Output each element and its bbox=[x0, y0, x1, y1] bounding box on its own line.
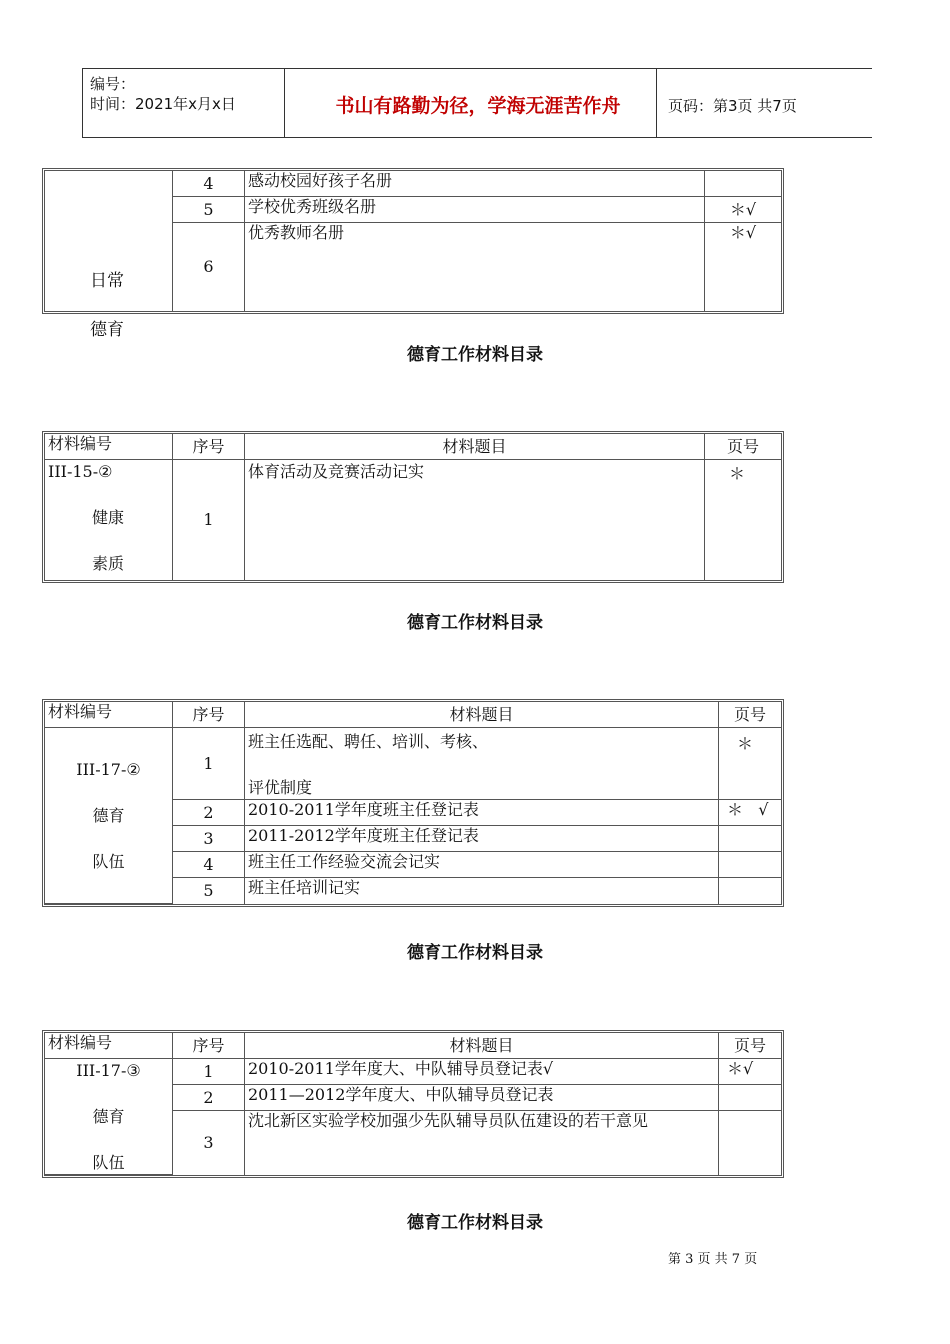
category-label: 德育 bbox=[92, 805, 125, 825]
title-line: 班主任选配、聘任、培训、考核、 bbox=[248, 732, 489, 751]
seq-cell: 5 bbox=[173, 878, 245, 904]
title-cell: 感动校园好孩子名册 bbox=[245, 171, 705, 197]
page-cell bbox=[719, 1111, 781, 1175]
title-cell: 班主任工作经验交流会记实 bbox=[245, 852, 719, 878]
category-label: 德育 bbox=[90, 320, 124, 340]
page-footer: 第 3 页 共 7 页 bbox=[668, 1252, 758, 1267]
title-line: 评优制度 bbox=[248, 778, 313, 797]
seq-cell: 1 bbox=[173, 728, 245, 800]
seq-cell: 4 bbox=[173, 171, 245, 197]
seq-cell: 2 bbox=[173, 1085, 245, 1111]
materials-table-teachers bbox=[42, 699, 784, 907]
section-caption: 德育工作材料目录 bbox=[407, 613, 543, 633]
material-code: III-17-③ bbox=[76, 1061, 141, 1080]
page-cell bbox=[719, 826, 781, 852]
title-cell: 2011—2012学年度大、中队辅导员登记表 bbox=[245, 1085, 719, 1111]
column-header-seq: 序号 bbox=[173, 434, 245, 460]
page-cell: ＊ √ bbox=[719, 800, 781, 826]
table-header-row bbox=[45, 1033, 781, 1059]
title-cell: 2010-2011学年度班主任登记表 bbox=[245, 800, 719, 826]
title-cell: 优秀教师名册 bbox=[245, 223, 705, 311]
title-cell: 沈北新区实验学校加强少先队辅导员队伍建设的若干意见 bbox=[245, 1111, 719, 1175]
material-code: III-17-② bbox=[76, 759, 141, 779]
title-cell: 学校优秀班级名册 bbox=[245, 197, 705, 223]
column-header-title: 材料题目 bbox=[245, 434, 705, 460]
column-header-code: 材料编号 bbox=[45, 1033, 173, 1059]
column-header-code: 材料编号 bbox=[45, 702, 173, 728]
column-header-title: 材料题目 bbox=[245, 1033, 719, 1059]
title-cell bbox=[245, 728, 719, 800]
category-cell bbox=[45, 1059, 173, 1175]
seq-cell: 3 bbox=[173, 826, 245, 852]
column-header-title: 材料题目 bbox=[245, 702, 719, 728]
page-cell bbox=[705, 171, 781, 197]
seq-cell: 3 bbox=[173, 1111, 245, 1175]
page-header bbox=[82, 68, 872, 138]
materials-table-counselors bbox=[42, 1030, 784, 1178]
seq-cell: 4 bbox=[173, 852, 245, 878]
page-cell: ＊ bbox=[729, 464, 746, 483]
title-cell: 班主任培训记实 bbox=[245, 878, 719, 904]
page-cell bbox=[719, 1085, 781, 1111]
column-header-page: 页号 bbox=[719, 702, 781, 728]
date-label: 时间：2021年x月x日 bbox=[90, 95, 236, 113]
column-header-seq: 序号 bbox=[173, 702, 245, 728]
column-header-page: 页号 bbox=[705, 434, 781, 460]
category-label: 日常 bbox=[90, 271, 124, 291]
title-cell: 2011-2012学年度班主任登记表 bbox=[245, 826, 719, 852]
column-header-seq: 序号 bbox=[173, 1033, 245, 1059]
category-cell bbox=[45, 728, 173, 904]
page-cell: ＊ bbox=[719, 728, 781, 800]
title-cell: 2010-2011学年度大、中队辅导员登记表√ bbox=[245, 1059, 719, 1085]
title-cell: 体育活动及竞赛活动记实 bbox=[245, 460, 705, 580]
category-label: 德育 bbox=[92, 1107, 125, 1126]
page-cell bbox=[719, 878, 781, 904]
category-label: 队伍 bbox=[92, 1153, 125, 1172]
page-cell: ＊√ bbox=[719, 1059, 781, 1085]
section-caption: 德育工作材料目录 bbox=[407, 943, 543, 963]
page-cell: ＊√ bbox=[705, 197, 781, 223]
section-caption: 德育工作材料目录 bbox=[407, 345, 543, 365]
page-cell bbox=[719, 852, 781, 878]
section-caption: 德育工作材料目录 bbox=[407, 1213, 543, 1233]
seq-cell: 1 bbox=[173, 460, 245, 580]
category-label: 健康 bbox=[92, 508, 125, 527]
table-header-row bbox=[45, 702, 781, 728]
table-row bbox=[45, 1059, 781, 1085]
category-label: 队伍 bbox=[92, 851, 125, 871]
seq-cell: 5 bbox=[173, 197, 245, 223]
seq-cell: 1 bbox=[173, 1059, 245, 1085]
seq-cell: 6 bbox=[173, 223, 245, 311]
header-motto: 书山有路勤为径，学海无涯苦作舟 bbox=[335, 95, 621, 117]
table-row bbox=[45, 460, 781, 580]
header-page-info: 页码：第3页 共7页 bbox=[668, 97, 797, 115]
category-label: 素质 bbox=[92, 554, 125, 573]
table-header-row bbox=[45, 434, 781, 460]
column-header-code: 材料编号 bbox=[45, 434, 173, 460]
column-header-page: 页号 bbox=[719, 1033, 781, 1059]
material-code: III-15-② bbox=[48, 462, 113, 481]
seq-cell: 2 bbox=[173, 800, 245, 826]
materials-table-continued bbox=[42, 168, 784, 314]
category-cell bbox=[45, 460, 173, 580]
table-row bbox=[45, 171, 781, 197]
number-label: 编号： bbox=[90, 75, 136, 93]
materials-table-health bbox=[42, 431, 784, 583]
page-cell: ＊√ bbox=[729, 223, 757, 242]
table-row bbox=[45, 728, 781, 800]
